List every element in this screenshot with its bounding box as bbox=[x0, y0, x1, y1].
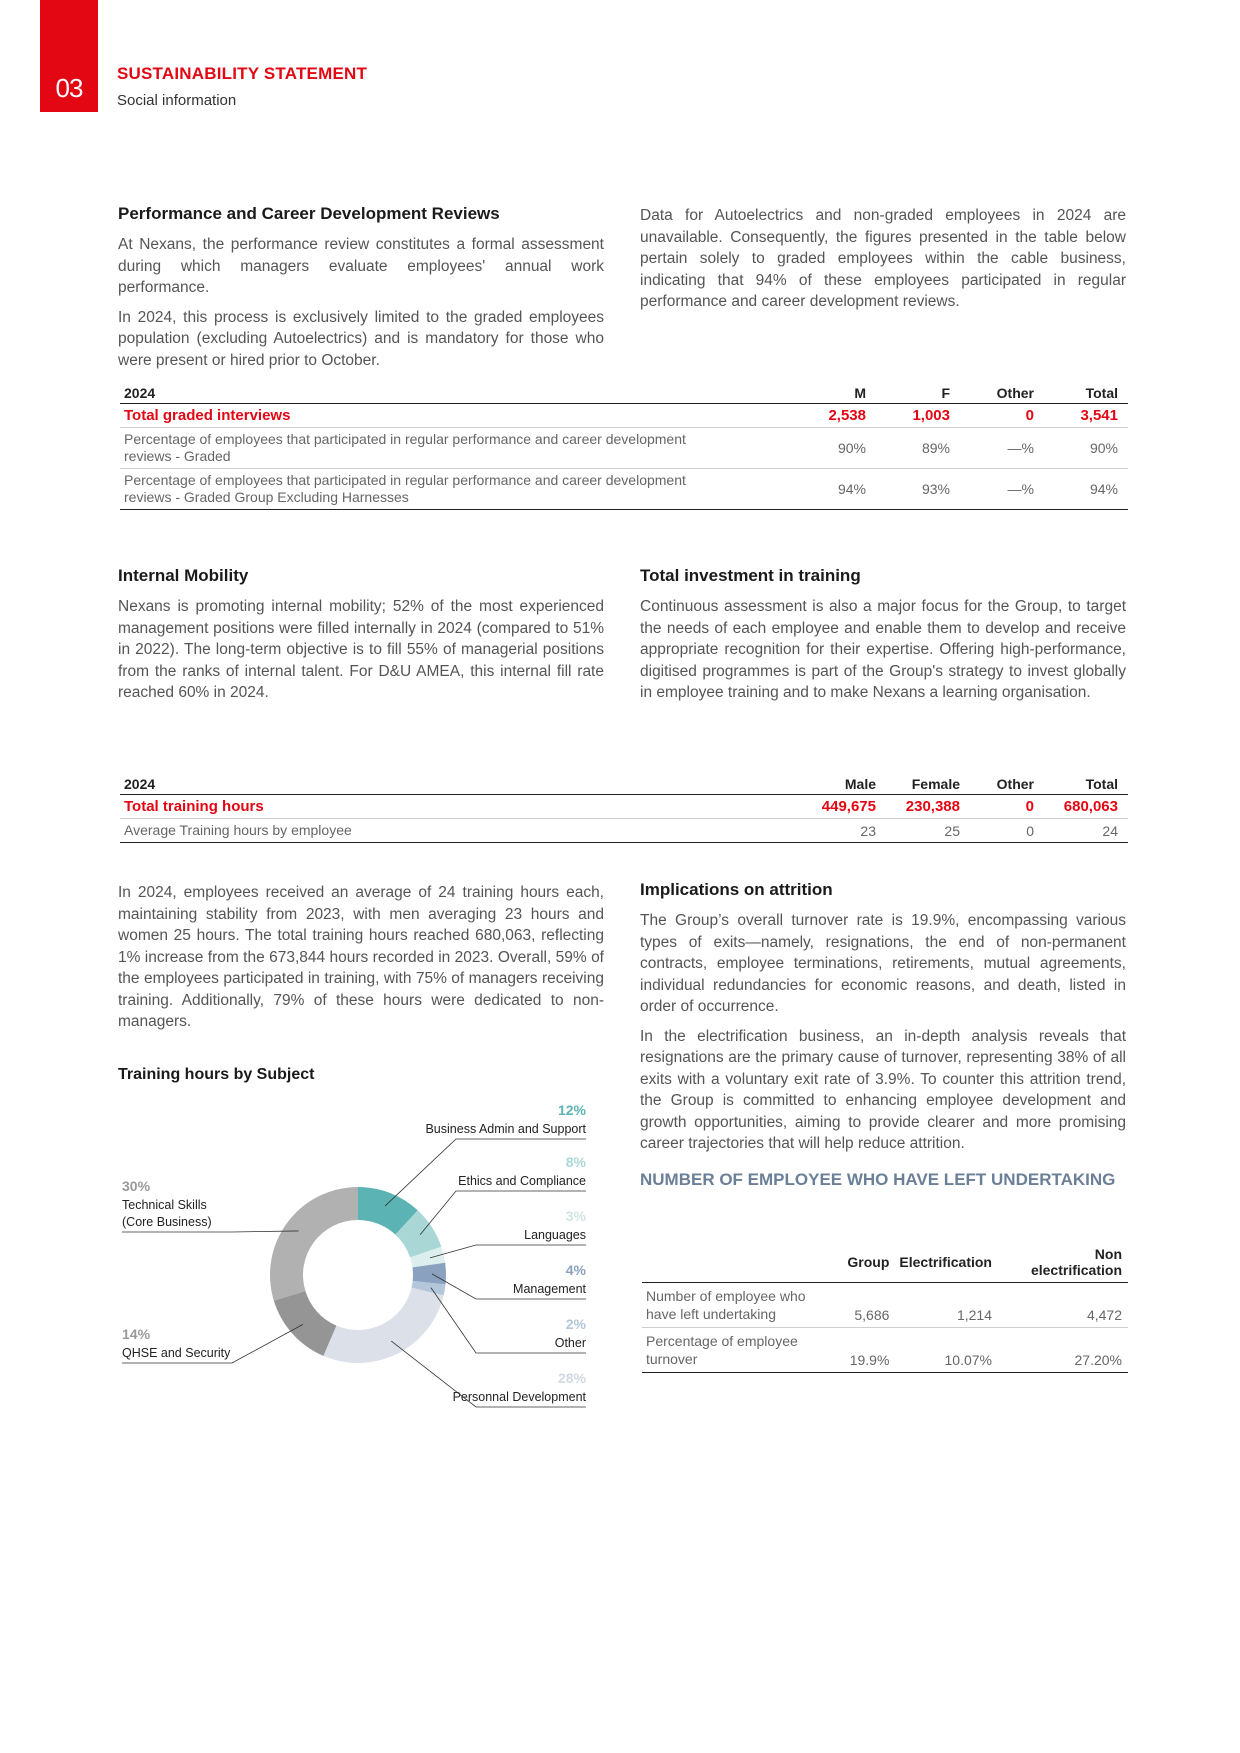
internal-mobility-heading: Internal Mobility bbox=[118, 566, 249, 585]
attrition-section bbox=[640, 880, 1126, 1201]
table-header-f: F bbox=[876, 383, 960, 404]
table-header-male: Male bbox=[792, 774, 886, 795]
pie-slice-6 bbox=[274, 1291, 337, 1356]
slice-pct-label: 14% bbox=[122, 1326, 151, 1342]
slice-name-label: Languages bbox=[524, 1228, 586, 1242]
attrition-paragraph-2: In the electrification business, an in-depth analysis reveals that resignations are the primary cause of turnover, representing 38% of all exits with a voluntary exit rate of 3.9%. To counter this attrition trend, the Group is committed to enhancing employee development and growth opportunities, aiming to provide clearer and more promising career trajectories that will help reduce attrition. bbox=[640, 1027, 1126, 1152]
table-header-row bbox=[120, 774, 1128, 795]
cell-non-electrification: 4,472 bbox=[998, 1283, 1128, 1328]
performance-paragraph-2: In 2024, this process is exclusively limited to the graded employees population (excluding Autoelectrics) and is mandatory for those who were present or hired prior to October. bbox=[118, 308, 604, 369]
row-label: Percentage of employee turnover bbox=[642, 1328, 829, 1373]
row-label: Number of employee who have left undertaking bbox=[642, 1283, 829, 1328]
table-header-year: 2024 bbox=[120, 383, 792, 404]
slice-name-label: (Core Business) bbox=[122, 1215, 212, 1229]
table-row bbox=[120, 819, 1128, 843]
internal-mobility-paragraph: Nexans is promoting internal mobility; 52% of the most experienced management positions were filled internally in 2024 (compared to 51% in 2022). The long-term objective is to fill 55% of managerial positions from the ranks of internal talent. For D&U AMEA, this internal fill rate reached 60% in 2024. bbox=[118, 598, 604, 701]
attrition-table bbox=[642, 1242, 1128, 1373]
training-investment-heading: Total investment in training bbox=[640, 566, 861, 585]
cell-total: 94% bbox=[1044, 469, 1128, 510]
cell-f: 89% bbox=[876, 428, 960, 469]
cell-total: 680,063 bbox=[1044, 795, 1128, 819]
pie-slice-7 bbox=[270, 1187, 358, 1301]
attrition-paragraph-1: The Group’s overall turnover rate is 19.9%, encompassing various types of exits—namely, resignations, the end of non-permanent contracts, employee terminations, retirements, mutual agreements, individual redundancies for economic reasons, and death, listed in order of occurrence. bbox=[640, 912, 1126, 1015]
cell-m: 94% bbox=[792, 469, 876, 510]
table-header-group: Group bbox=[829, 1242, 895, 1283]
slice-name-label: Business Admin and Support bbox=[425, 1122, 586, 1136]
cell-other: —% bbox=[960, 469, 1044, 510]
slice-name-label: Management bbox=[513, 1282, 586, 1296]
performance-right-column bbox=[640, 205, 1126, 321]
cell-group: 19.9% bbox=[829, 1328, 895, 1373]
page-section-title: SUSTAINABILITY STATEMENT bbox=[117, 64, 368, 83]
row-label: Percentage of employees that participated in regular performance and career development reviews - Graded bbox=[120, 428, 792, 469]
table-row bbox=[120, 795, 1128, 819]
table-header-total: Total bbox=[1044, 774, 1128, 795]
table-header-year: 2024 bbox=[120, 774, 792, 795]
training-summary-section bbox=[118, 882, 604, 1041]
table-header-m: M bbox=[792, 383, 876, 404]
cell-female: 25 bbox=[886, 819, 970, 843]
cell-f: 93% bbox=[876, 469, 960, 510]
slice-pct-label: 2% bbox=[565, 1316, 586, 1332]
table-row bbox=[120, 469, 1128, 510]
cell-other: 0 bbox=[970, 819, 1044, 843]
training-investment-section bbox=[640, 566, 1126, 712]
table-row bbox=[642, 1328, 1128, 1373]
cell-female: 230,388 bbox=[886, 795, 970, 819]
table-row bbox=[120, 428, 1128, 469]
page-section-subtitle: Social information bbox=[117, 92, 237, 109]
donut-chart-svg bbox=[118, 1095, 608, 1435]
cell-electrification: 1,214 bbox=[895, 1283, 998, 1328]
performance-paragraph-1: At Nexans, the performance review constitutes a formal assessment during which managers evaluate employees' annual work performance. bbox=[118, 236, 604, 296]
table-header-other: Other bbox=[970, 774, 1044, 795]
cell-group: 5,686 bbox=[829, 1283, 895, 1328]
slice-name-label: Ethics and Compliance bbox=[458, 1174, 586, 1188]
slice-pct-label: 3% bbox=[565, 1208, 586, 1224]
table-header-female: Female bbox=[886, 774, 970, 795]
slice-pct-label: 28% bbox=[557, 1370, 586, 1386]
table-row bbox=[120, 404, 1128, 428]
table-row bbox=[642, 1283, 1128, 1328]
table-header-electrification: Electrification bbox=[895, 1242, 998, 1283]
cell-total: 90% bbox=[1044, 428, 1128, 469]
chapter-number: 03 bbox=[55, 73, 83, 103]
table-header-total: Total bbox=[1044, 383, 1128, 404]
slice-name-label: Technical Skills bbox=[122, 1198, 207, 1212]
chapter-number-tab bbox=[40, 0, 98, 112]
slice-pct-label: 8% bbox=[565, 1154, 586, 1170]
pie-slice-5 bbox=[323, 1288, 443, 1363]
training-investment-paragraph: Continuous assessment is also a major focus for the Group, to target the needs of each employee and enable them to develop and receive appropriate recognition for their expertise. Offering high-performance, digitised programmes is part of the Group's strategy to invest globally in employee training and to make Nexans a learning organisation. bbox=[640, 598, 1126, 701]
cell-non-electrification: 27.20% bbox=[998, 1328, 1128, 1373]
row-label: Percentage of employees that participated in regular performance and career development reviews - Graded Group Excluding Harnesses bbox=[120, 469, 792, 510]
cell-male: 449,675 bbox=[792, 795, 886, 819]
cell-other: 0 bbox=[960, 404, 1044, 428]
table-header-non-electrification: Non electrification bbox=[998, 1242, 1128, 1283]
cell-other: —% bbox=[960, 428, 1044, 469]
cell-total: 24 bbox=[1044, 819, 1128, 843]
slice-leader-line bbox=[385, 1139, 586, 1206]
attrition-heading: Implications on attrition bbox=[640, 880, 833, 899]
performance-section bbox=[118, 204, 604, 379]
cell-f: 1,003 bbox=[876, 404, 960, 428]
row-label: Total training hours bbox=[120, 795, 792, 819]
row-label: Total graded interviews bbox=[120, 404, 792, 428]
slice-name-label: Personnal Development bbox=[452, 1390, 586, 1404]
row-label: Average Training hours by employee bbox=[120, 819, 792, 843]
performance-heading: Performance and Career Development Reviews bbox=[118, 204, 500, 223]
cell-m: 2,538 bbox=[792, 404, 876, 428]
slice-name-label: Other bbox=[554, 1336, 586, 1350]
cell-male: 23 bbox=[792, 819, 886, 843]
internal-mobility-section bbox=[118, 566, 604, 712]
cell-total: 3,541 bbox=[1044, 404, 1128, 428]
cell-m: 90% bbox=[792, 428, 876, 469]
cell-other: 0 bbox=[970, 795, 1044, 819]
performance-paragraph-3: Data for Autoelectrics and non-graded employees in 2024 are unavailable. Consequently, the figures presented in the table below pertain solely to graded employees within the cable business, indicating that 94% of these employees participated in regular performance and career development reviews. bbox=[640, 207, 1126, 310]
slice-name-label: QHSE and Security bbox=[122, 1346, 231, 1360]
cell-electrification: 10.07% bbox=[895, 1328, 998, 1373]
training-hours-table bbox=[120, 774, 1128, 843]
table-header-row bbox=[642, 1242, 1128, 1283]
slice-pct-label: 12% bbox=[557, 1102, 586, 1118]
training-hours-chart bbox=[118, 1095, 608, 1455]
performance-review-table bbox=[120, 383, 1128, 510]
table-header-row bbox=[120, 383, 1128, 404]
attrition-table-heading: NUMBER OF EMPLOYEE WHO HAVE LEFT UNDERTAKING bbox=[640, 1169, 1116, 1189]
table-header-other: Other bbox=[960, 383, 1044, 404]
slice-leader-line bbox=[122, 1231, 299, 1232]
training-summary-paragraph: In 2024, employees received an average of 24 training hours each, maintaining stability from 2023, with men averaging 23 hours and women 25 hours. The total training hours reached 680,063, reflecting 1% increase from the 673,844 hours recorded in 2023. Overall, 59% of the employees participated in training, with 75% of managers receiving training. Additionally, 79% of these hours were dedicated to non-managers. bbox=[118, 884, 604, 1030]
chart-title: Training hours by Subject bbox=[118, 1066, 315, 1083]
slice-pct-label: 30% bbox=[122, 1178, 151, 1194]
table-header-blank bbox=[642, 1242, 829, 1283]
slice-pct-label: 4% bbox=[565, 1262, 586, 1278]
slice-leader-line bbox=[430, 1245, 586, 1258]
